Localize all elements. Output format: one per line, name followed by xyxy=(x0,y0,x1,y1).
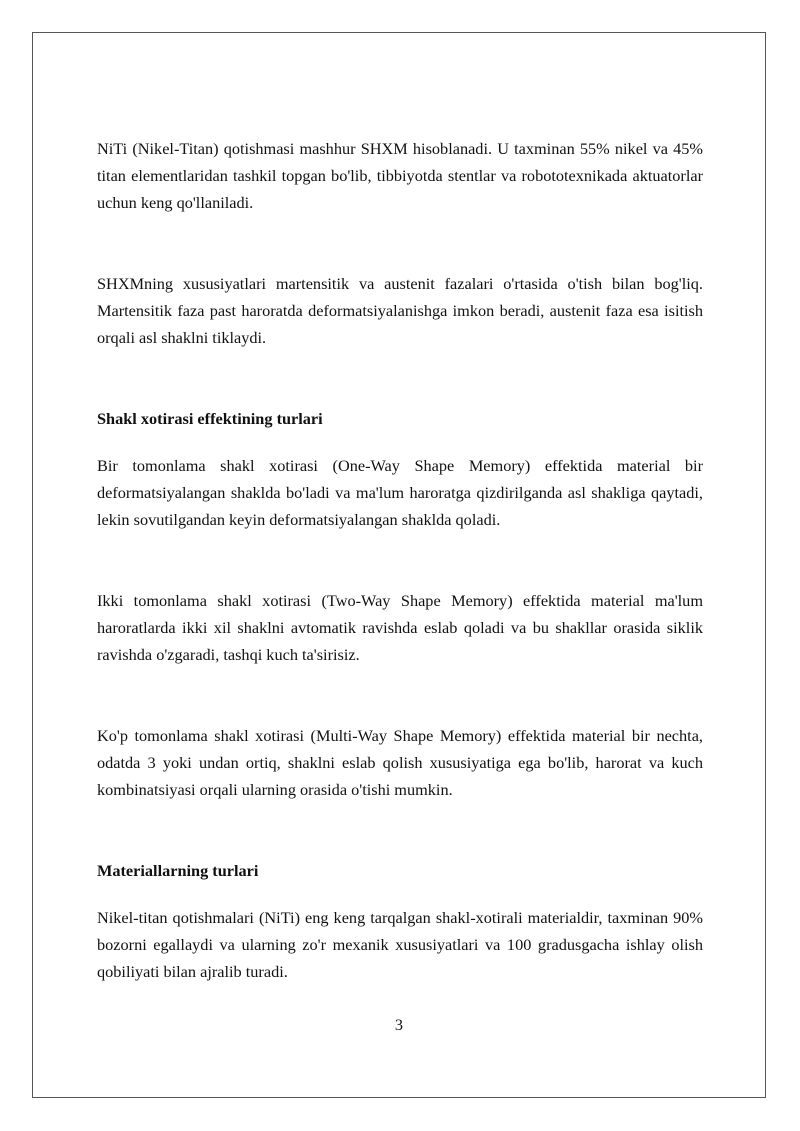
paragraph-multi-way: Ko'p tomonlama shakl xotirasi (Multi-Way Shape Memory) effektida material bir nechta, odatda 3 yoki undan ortiq, shaklni eslab qolish xususiyatiga ega bo'lib, harorat va kuch kombinatsiyasi orqali ularning orasida o'tishi mumkin. xyxy=(97,726,703,799)
spacer xyxy=(97,351,703,405)
paragraph-phases: SHXMning xususiyatlari martensitik va austenit fazalari o'rtasida o'tish bilan bog'liq. Martensitik faza past haroratda deformatsiyalanishga imkon beradi, austenit faza esa isitish orqali asl shaklni tiklaydi. xyxy=(97,274,703,347)
paragraph-one-way: Bir tomonlama shakl xotirasi (One-Way Shape Memory) effektida material bir deformatsiyalangan shaklda bo'ladi va ma'lum haroratga qizdirilganda asl shakliga qaytadi, lekin sovutilgandan keyin deformatsiyalangan shaklda qoladi. xyxy=(97,456,703,529)
heading-material-types: Materiallarning turlari xyxy=(97,861,259,880)
heading-effect-types: Shakl xotirasi effektining turlari xyxy=(97,409,323,428)
page-content xyxy=(97,135,703,985)
spacer xyxy=(97,432,703,452)
paragraph-niti-intro: NiTi (Nikel-Titan) qotishmasi mashhur SHXM hisoblanadi. U taxminan 55% nikel va 45% titan elementlaridan tashkil topgan bo'lib, tibbiyotda stentlar va robototexnikada aktuatorlar uchun keng qo'llaniladi. xyxy=(97,139,703,212)
spacer xyxy=(97,884,703,904)
paragraph-two-way: Ikki tomonlama shakl xotirasi (Two-Way Shape Memory) effektida material ma'lum haroratlarda ikki xil shaklni avtomatik ravishda eslab qoladi va bu shakllar orasida siklik ravishda o'zgaradi, tashqi kuch ta'sirisiz. xyxy=(97,591,703,664)
spacer xyxy=(97,533,703,587)
spacer xyxy=(97,668,703,722)
document-page xyxy=(32,32,766,1098)
spacer xyxy=(97,216,703,270)
page-number: 3 xyxy=(394,1015,404,1034)
paragraph-niti-alloys: Nikel-titan qotishmalari (NiTi) eng keng tarqalgan shakl-xotirali materialdir, taxminan 90% bozorni egallaydi va ularning zo'r mexanik xususiyatlari va 100 gradusgacha ishlay olish qobiliyati bilan ajralib turadi. xyxy=(97,908,703,981)
spacer xyxy=(97,803,703,857)
